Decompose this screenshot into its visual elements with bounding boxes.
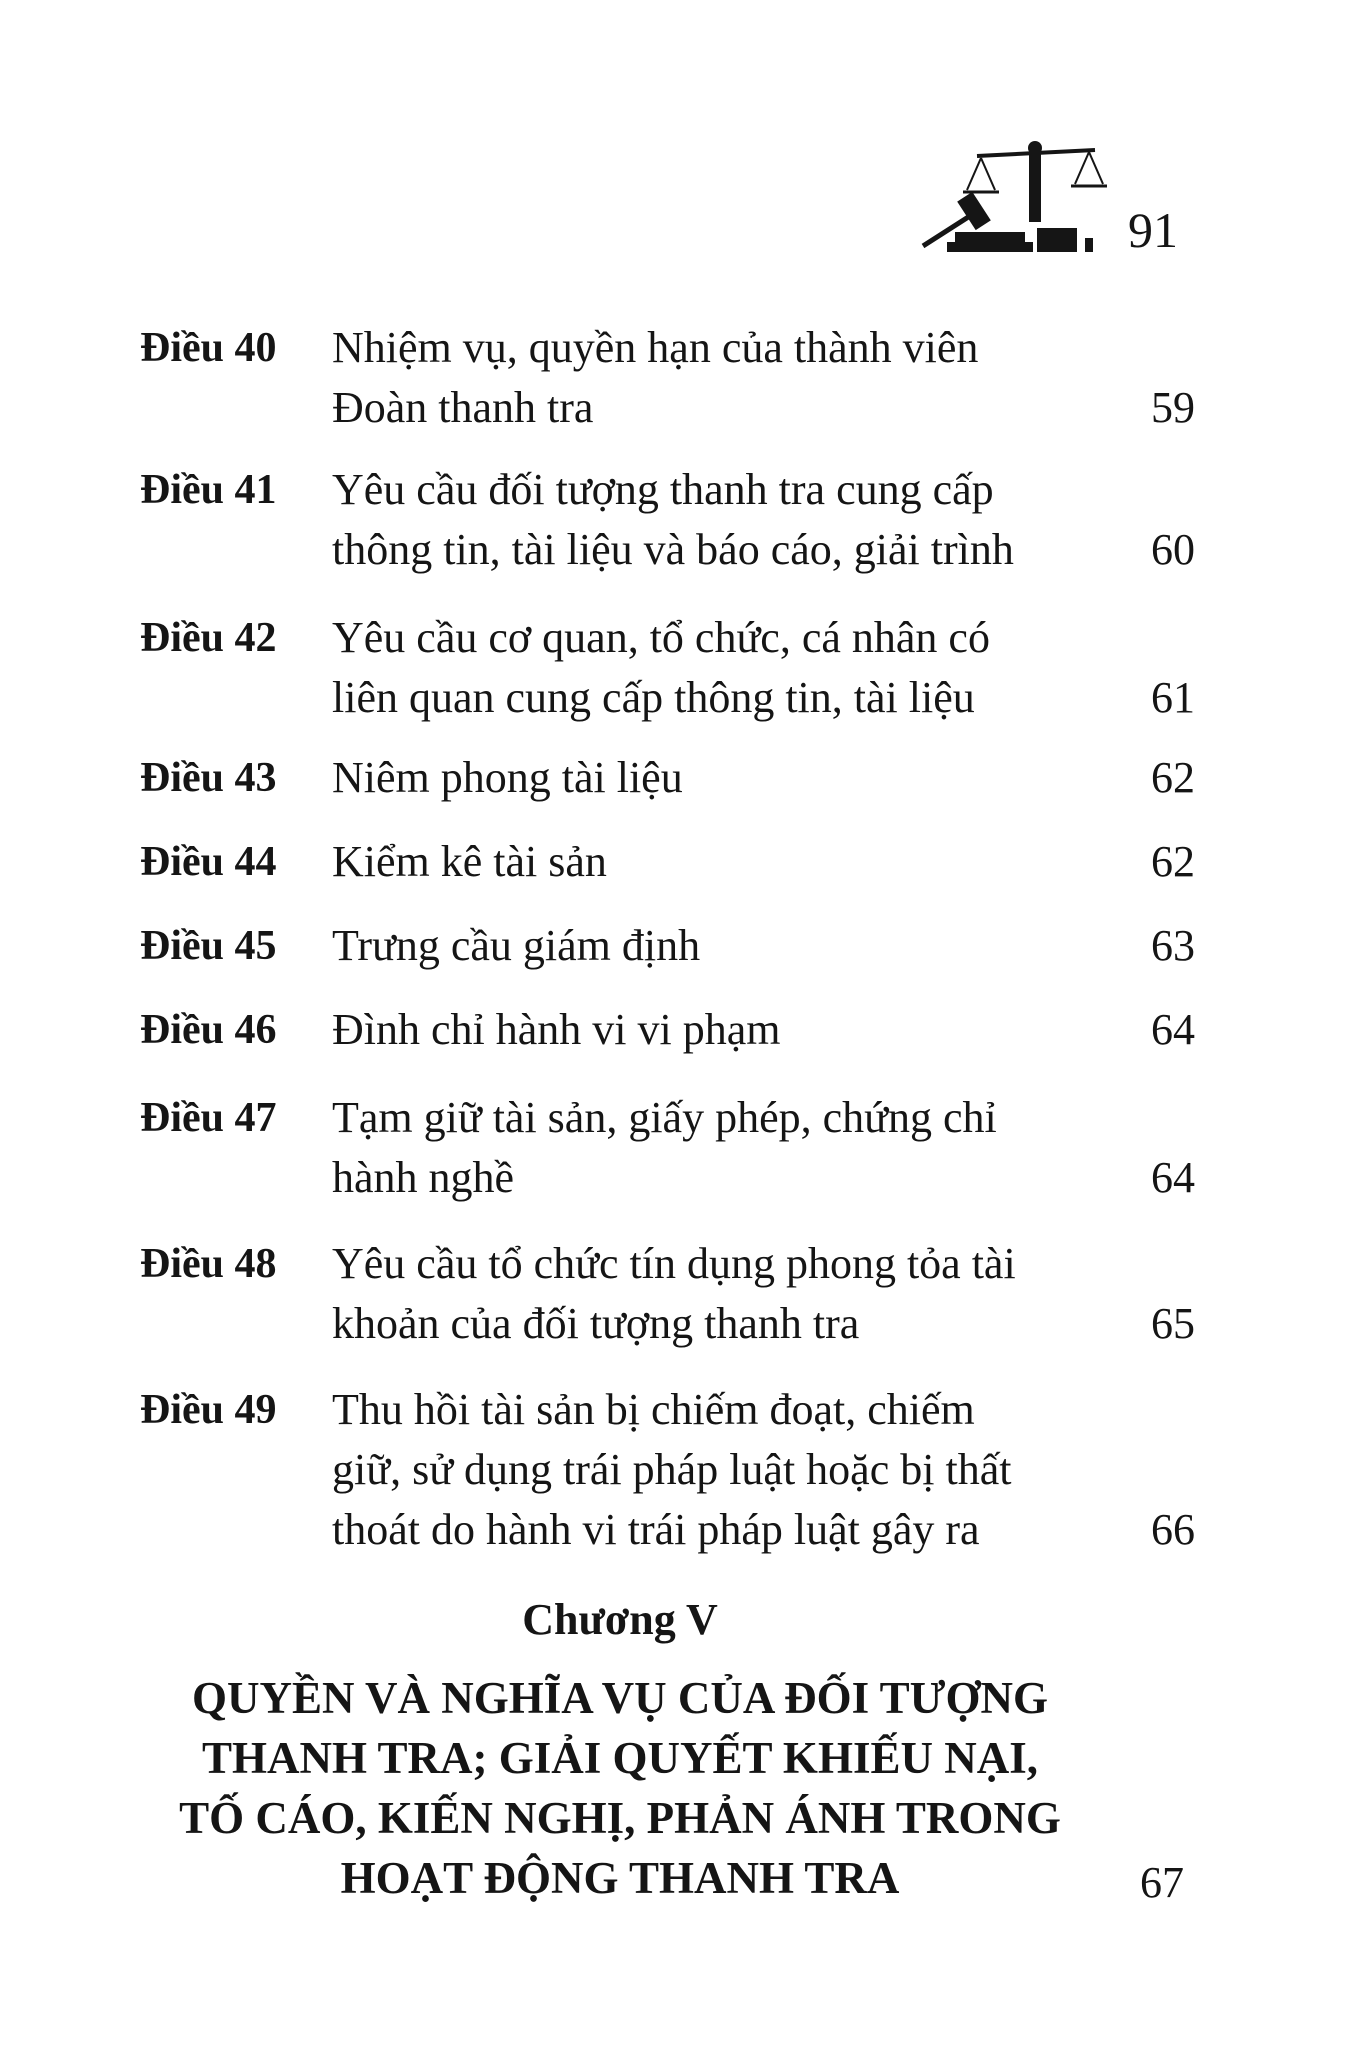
entry-label: Điều 47: [140, 1095, 277, 1141]
entry-label: Điều 43: [140, 755, 277, 801]
page-number: 91: [1128, 202, 1178, 258]
entry-page: 65: [1151, 1299, 1195, 1348]
entry-title: Yêu cầu cơ quan, tổ chức, cá nhân có liên quan cung cấp thông tin, tài liệu: [332, 613, 990, 722]
entry-title: Thu hồi tài sản bị chiếm đoạt, chiếm giữ, sử dụng trái pháp luật hoặc bị thất thoát do hành vi trái pháp luật gây ra: [332, 1385, 1012, 1554]
entry-label: Điều 48: [140, 1241, 277, 1287]
entry-label: Điều 45: [140, 923, 277, 969]
entry-label: Điều 49: [140, 1387, 277, 1433]
entry-label: Điều 46: [140, 1007, 277, 1053]
chapter-title: QUYỀN VÀ NGHĨA VỤ CỦA ĐỐI TƯỢNG THANH TRA; GIẢI QUYẾT KHIẾU NẠI, TỐ CÁO, KIẾN NGHỊ, PHẢN ÁNH TRONG HOẠT ĐỘNG THANH TRA: [179, 1673, 1061, 1903]
entry-page: 62: [1151, 837, 1195, 886]
entry-page: 66: [1151, 1505, 1195, 1554]
entry-title: Niêm phong tài liệu: [332, 753, 683, 802]
entry-title: Yêu cầu đối tượng thanh tra cung cấp thông tin, tài liệu và báo cáo, giải trình: [332, 465, 1014, 574]
chapter-label: Chương V: [522, 1595, 718, 1644]
entry-title: Tạm giữ tài sản, giấy phép, chứng chỉ hành nghề: [332, 1093, 997, 1202]
entry-label: Điều 40: [140, 325, 277, 371]
entry-page: 64: [1151, 1153, 1195, 1202]
entry-title: Kiểm kê tài sản: [332, 837, 607, 886]
entry-title: Trưng cầu giám định: [332, 921, 701, 970]
entry-page: 60: [1151, 525, 1195, 574]
entry-title: Nhiệm vụ, quyền hạn của thành viên Đoàn thanh tra: [332, 323, 979, 432]
entry-page: 62: [1151, 753, 1195, 802]
entry-page: 59: [1151, 383, 1195, 432]
chapter-page-number: 67: [1140, 1858, 1184, 1907]
entry-label: Điều 42: [140, 615, 277, 661]
entry-title: Đình chỉ hành vi vi phạm: [332, 1005, 781, 1054]
entry-page: 61: [1151, 673, 1195, 722]
entry-label: Điều 44: [140, 839, 277, 885]
entry-label: Điều 41: [140, 467, 277, 513]
scales-and-gavel-icon: [915, 128, 1115, 258]
entry-page: 63: [1151, 921, 1195, 970]
entry-page: 64: [1151, 1005, 1195, 1054]
entry-title: Yêu cầu tổ chức tín dụng phong tỏa tài khoản của đối tượng thanh tra: [332, 1239, 1016, 1348]
